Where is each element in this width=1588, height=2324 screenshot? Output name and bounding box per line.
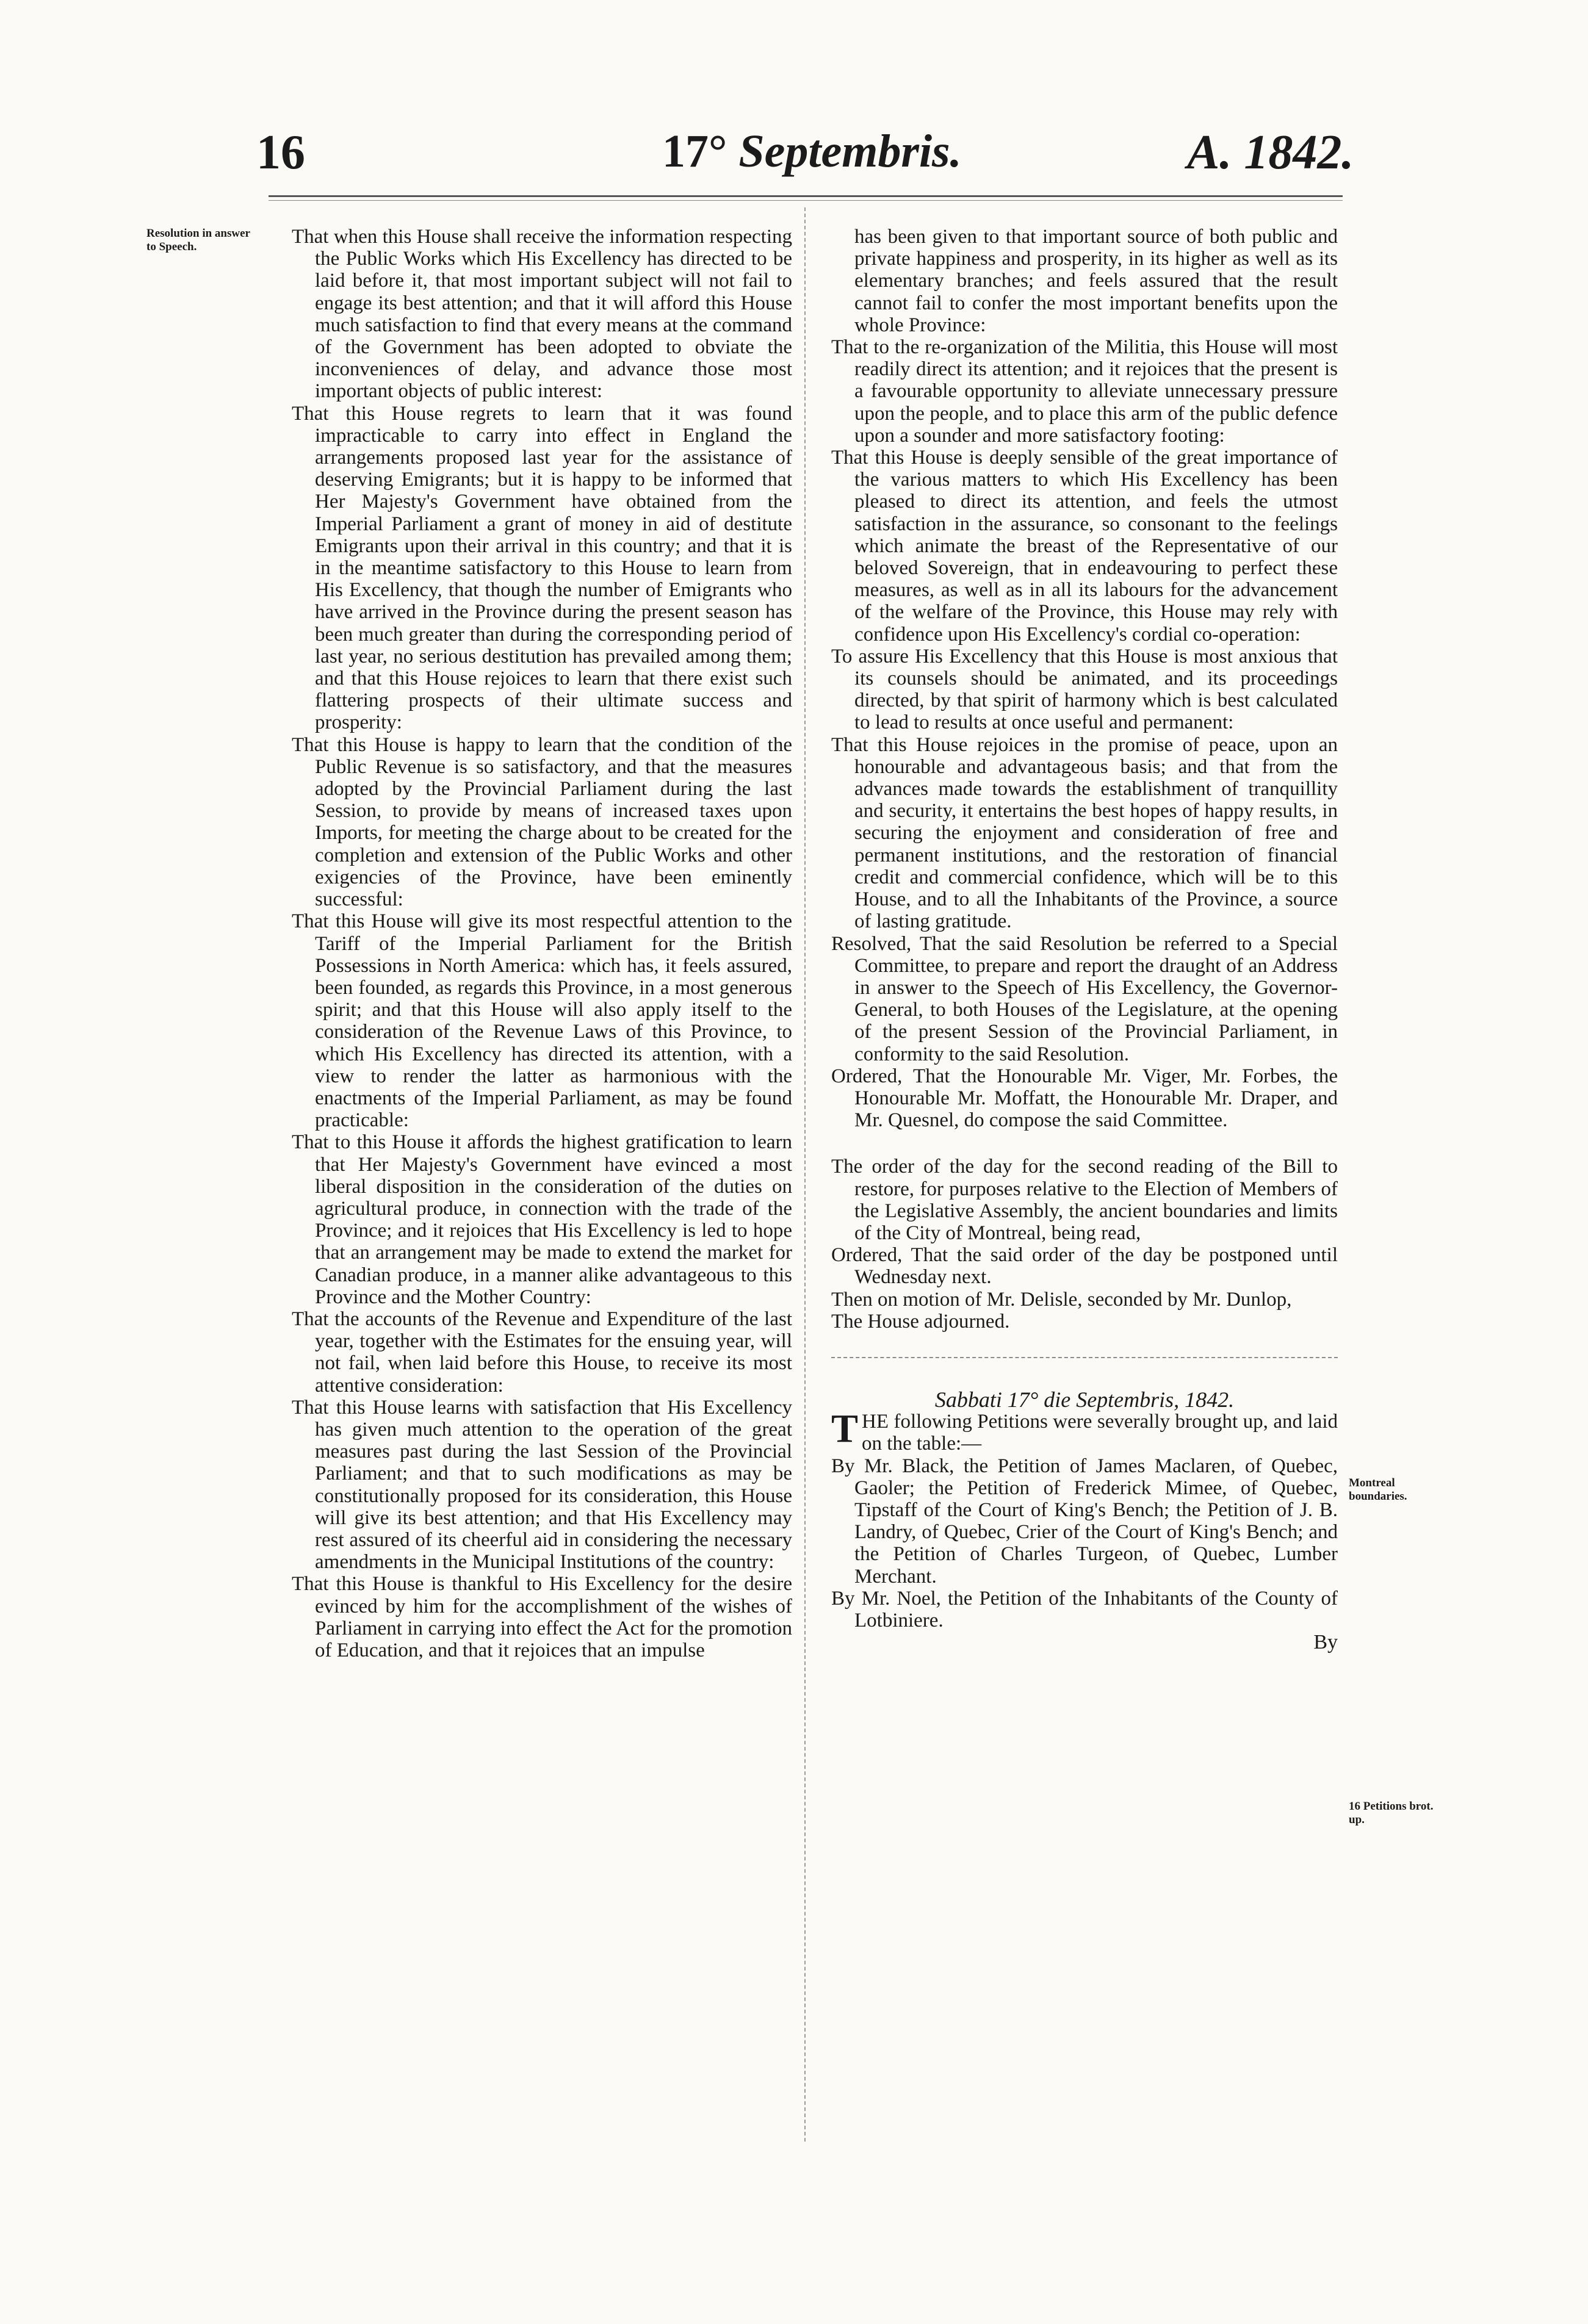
drop-cap: T: [831, 1406, 859, 1452]
continuation-paragraph: [831, 226, 1338, 336]
resolution-paragraph: [292, 910, 792, 1131]
resolution-paragraph: [292, 1397, 792, 1574]
paragraph-text: To assure His Excellency that this House is most anxious that its counsels should be animated, and its proceedings directed, by that spirit of harmony which is best calculated to lead to results at once useful and permanent:: [831, 645, 1338, 734]
running-date: [662, 125, 962, 178]
ordered-paragraph: [831, 1065, 1338, 1132]
paragraph-text: That to the re-organization of the Militia, this House will most readily direct its attention; and it rejoices that the present is a favourable opportunity to alleviate unnecessary pressure upon the people, and to place this arm of the public defence upon a sounder and more satisfactory footing:: [831, 336, 1338, 447]
paragraph-text: Ordered, That the Honourable Mr. Viger, Mr. Forbes, the Honourable Mr. Moffatt, the Honourable Mr. Draper, and Mr. Quesnel, do compose the said Committee.: [831, 1065, 1338, 1132]
resolution-paragraph: [292, 1308, 792, 1397]
paragraph-text: That this House is happy to learn that the condition of the Public Revenue is so satisfactory, and that the measures adopted by the Provincial Parliament during the last Session, to provide by means of increased taxes upon Imports, for meeting the charge about to be created for the completion and extension of the Public Works and other exigencies of the Province, have been eminently successful:: [292, 733, 792, 911]
right-column: [831, 226, 1338, 1653]
paragraph-text: That this House is thankful to His Excellency for the desire evinced by him for the accomplishment of the wishes of Parliament in carrying into effect the Act for the promotion of Education, and that it rejoices that an impulse: [292, 1573, 792, 1661]
paragraph-text: By Mr. Black, the Petition of James Maclaren, of Quebec, Gaoler; the Petition of Frederick Mimee, of Quebec, Tipstaff of the Court of King's Bench; the Petition of J. B. Landry, of Quebec, Crier of the Court of King's Bench; and the Petition of Charles Turgeon, of Quebec, Lumber Merchant.: [831, 1455, 1338, 1588]
paragraph-text: That this House learns with satisfaction that His Excellency has given much attention to the operation of the great measures past during the last Session of the Provincial Parliament; and that to such modifications as may be constitutionally proposed for its consideration, this House will give its best attention; and that His Excellency may rest assured of its cheerful aid in considering the necessary amendments in the Municipal Institutions of the country:: [292, 1396, 792, 1574]
resolution-paragraph: [292, 734, 792, 911]
motion-paragraph: [831, 1289, 1338, 1311]
resolution-paragraph: [831, 646, 1338, 734]
paragraph-text: That this House is deeply sensible of the great importance of the various matters to which His Excellency has been pleased to direct its attention, and feels the utmost satisfaction in the assurance, so consonant to the feelings which animate the breast of the Representative of our beloved Sovereign, that in endeavouring to perfect these measures, as well as in all its labours for the advancement of the welfare of the Province, this House may rely with confidence upon His Excellency's cordial co-operation:: [831, 447, 1338, 646]
resolution-paragraph: [831, 447, 1338, 646]
catchword: By: [1313, 1631, 1338, 1654]
resolution-paragraph: [292, 1131, 792, 1308]
paragraph-text: That to this House it affords the highest gratification to learn that Her Majesty's Government have evinced a most liberal disposition in the consideration of the duties on agricultural produce, in connection with the trade of the Province; and it rejoices that His Excellency is led to hope that an arrangement may be made to extend the market for Canadian produce, in a manner alike advantageous to this Province and the Mother Country:: [292, 1131, 792, 1308]
petitions-black-paragraph: [831, 1455, 1338, 1588]
adjourned-paragraph: [831, 1311, 1338, 1333]
margin-note-petitions: 16 Petitions brot. up.: [1349, 1800, 1434, 1826]
paragraph-text: That when this House shall receive the information respecting the Public Works which His Excellency has directed to be laid before it, that most important subject will not fail to engage its best attention; and that it will afford this House much satisfaction to find that every means at the command of the Government has been adopted to obviate the inconveniences of delay, and advance those most important objects of public interest:: [292, 226, 792, 403]
spacer: [831, 1131, 1338, 1156]
resolved-paragraph: [831, 933, 1338, 1065]
paragraph-text: The order of the day for the second reading of the Bill to restore, for purposes relative to the Election of Members of the Legislative Assembly, the ancient boundaries and limits of the City of Montreal, being read,: [831, 1156, 1338, 1244]
resolution-paragraph: [831, 734, 1338, 933]
paragraph-text: That the accounts of the Revenue and Expenditure of the last year, together with the Estimates for the ensuing year, will not fail, when laid before this House, to receive its most attentive consideration:: [292, 1308, 792, 1397]
section-separator: [831, 1357, 1338, 1358]
paragraph-text: The House adjourned.: [831, 1310, 1010, 1333]
petitions-noel-paragraph: [831, 1588, 1338, 1631]
left-column: [292, 226, 792, 1661]
header-rule-thin: [269, 200, 1343, 201]
paragraph-text: Resolved, That the said Resolution be referred to a Special Committee, to prepare and report the draught of an Address in answer to the Speech of His Excellency, the Governor-General, to both Houses of the Legislature, at the opening of the present Session of the Provincial Parliament, in conformity to the said Resolution.: [831, 932, 1338, 1065]
paragraph-text: has been given to that important source of both public and private happiness and prosperity, in its higher as well as its elementary branches; and feels assured that the result cannot fail to confer the most important benefits upon the whole Province:: [854, 226, 1338, 336]
resolution-paragraph: [831, 336, 1338, 447]
paragraph-text: Ordered, That the said order of the day be postponed until Wednesday next.: [831, 1244, 1338, 1289]
ordered-postponed-paragraph: [831, 1244, 1338, 1288]
paragraph-text: That this House will give its most respectful attention to the Tariff of the Imperial Parliament for the British Possessions in North America: which has, it feels assured, been founded, as regards this Province, in a most generous spirit; and that this House will also apply itself to the consideration of the Revenue Laws of this Province, to which His Excellency has directed its attention, with a view to render the latter as harmonious with the enactments of the Imperial Parliament, as may be found practicable:: [292, 910, 792, 1132]
paragraph-text: That this House regrets to learn that it was found impracticable to carry into effect in England the arrangements proposed last year for the assistance of deserving Emigrants; but it is happy to be informed that Her Majesty's Government have obtained from the Imperial Parliament a grant of money in aid of destitute Emigrants upon their arrival in this country; and that it is in the meantime satisfactory to this House to learn from His Excellency, that though the number of Emigrants who have arrived in the Province during the present season has been much greater than during the corresponding period of last year, no serious destitution has prevailed among them; and that this House rejoices to learn that there exist such flattering prospects of their ultimate success and prosperity:: [292, 402, 792, 734]
paragraph-text: Then on motion of Mr. Delisle, seconded by Mr. Dunlop,: [831, 1288, 1292, 1311]
page-number: 16: [256, 126, 305, 179]
header-rule: [269, 195, 1343, 197]
paragraph-text: By Mr. Noel, the Petition of the Inhabitants of the County of Lotbiniere.: [831, 1587, 1338, 1631]
year-heading: A. 1842.: [1187, 126, 1354, 179]
resolution-paragraph: [292, 403, 792, 734]
petitions-intro: [831, 1406, 1338, 1455]
page-header: [0, 125, 1588, 192]
section-date-heading: Sabbati 17° die Septembris, 1842.: [934, 1387, 1235, 1412]
column-divider: [804, 207, 806, 2142]
paragraph-text: HE following Petitions were severally brought up, and laid on the table:—: [862, 1411, 1338, 1455]
order-of-day-paragraph: [831, 1156, 1338, 1244]
paragraph-text: That this House rejoices in the promise of peace, upon an honourable and advantageous basis; and that from the advances made towards the establishment of tranquillity and security, it entertains the best hopes of happy results, in securing the enjoyment and consideration of free and permanent institutions, and the restoration of financial credit and commercial confidence, which will be to this House, and to all the Inhabitants of the Province, a source of lasting gratitude.: [831, 733, 1338, 933]
date-prefix: 17°: [662, 126, 727, 177]
resolution-paragraph: [292, 226, 792, 403]
date-word: Septembris.: [738, 126, 962, 177]
resolution-paragraph: [292, 1573, 792, 1661]
margin-note-montreal: Montreal boundaries.: [1349, 1477, 1407, 1503]
margin-note-resolution: Resolution in answer to Speech.: [146, 227, 250, 253]
